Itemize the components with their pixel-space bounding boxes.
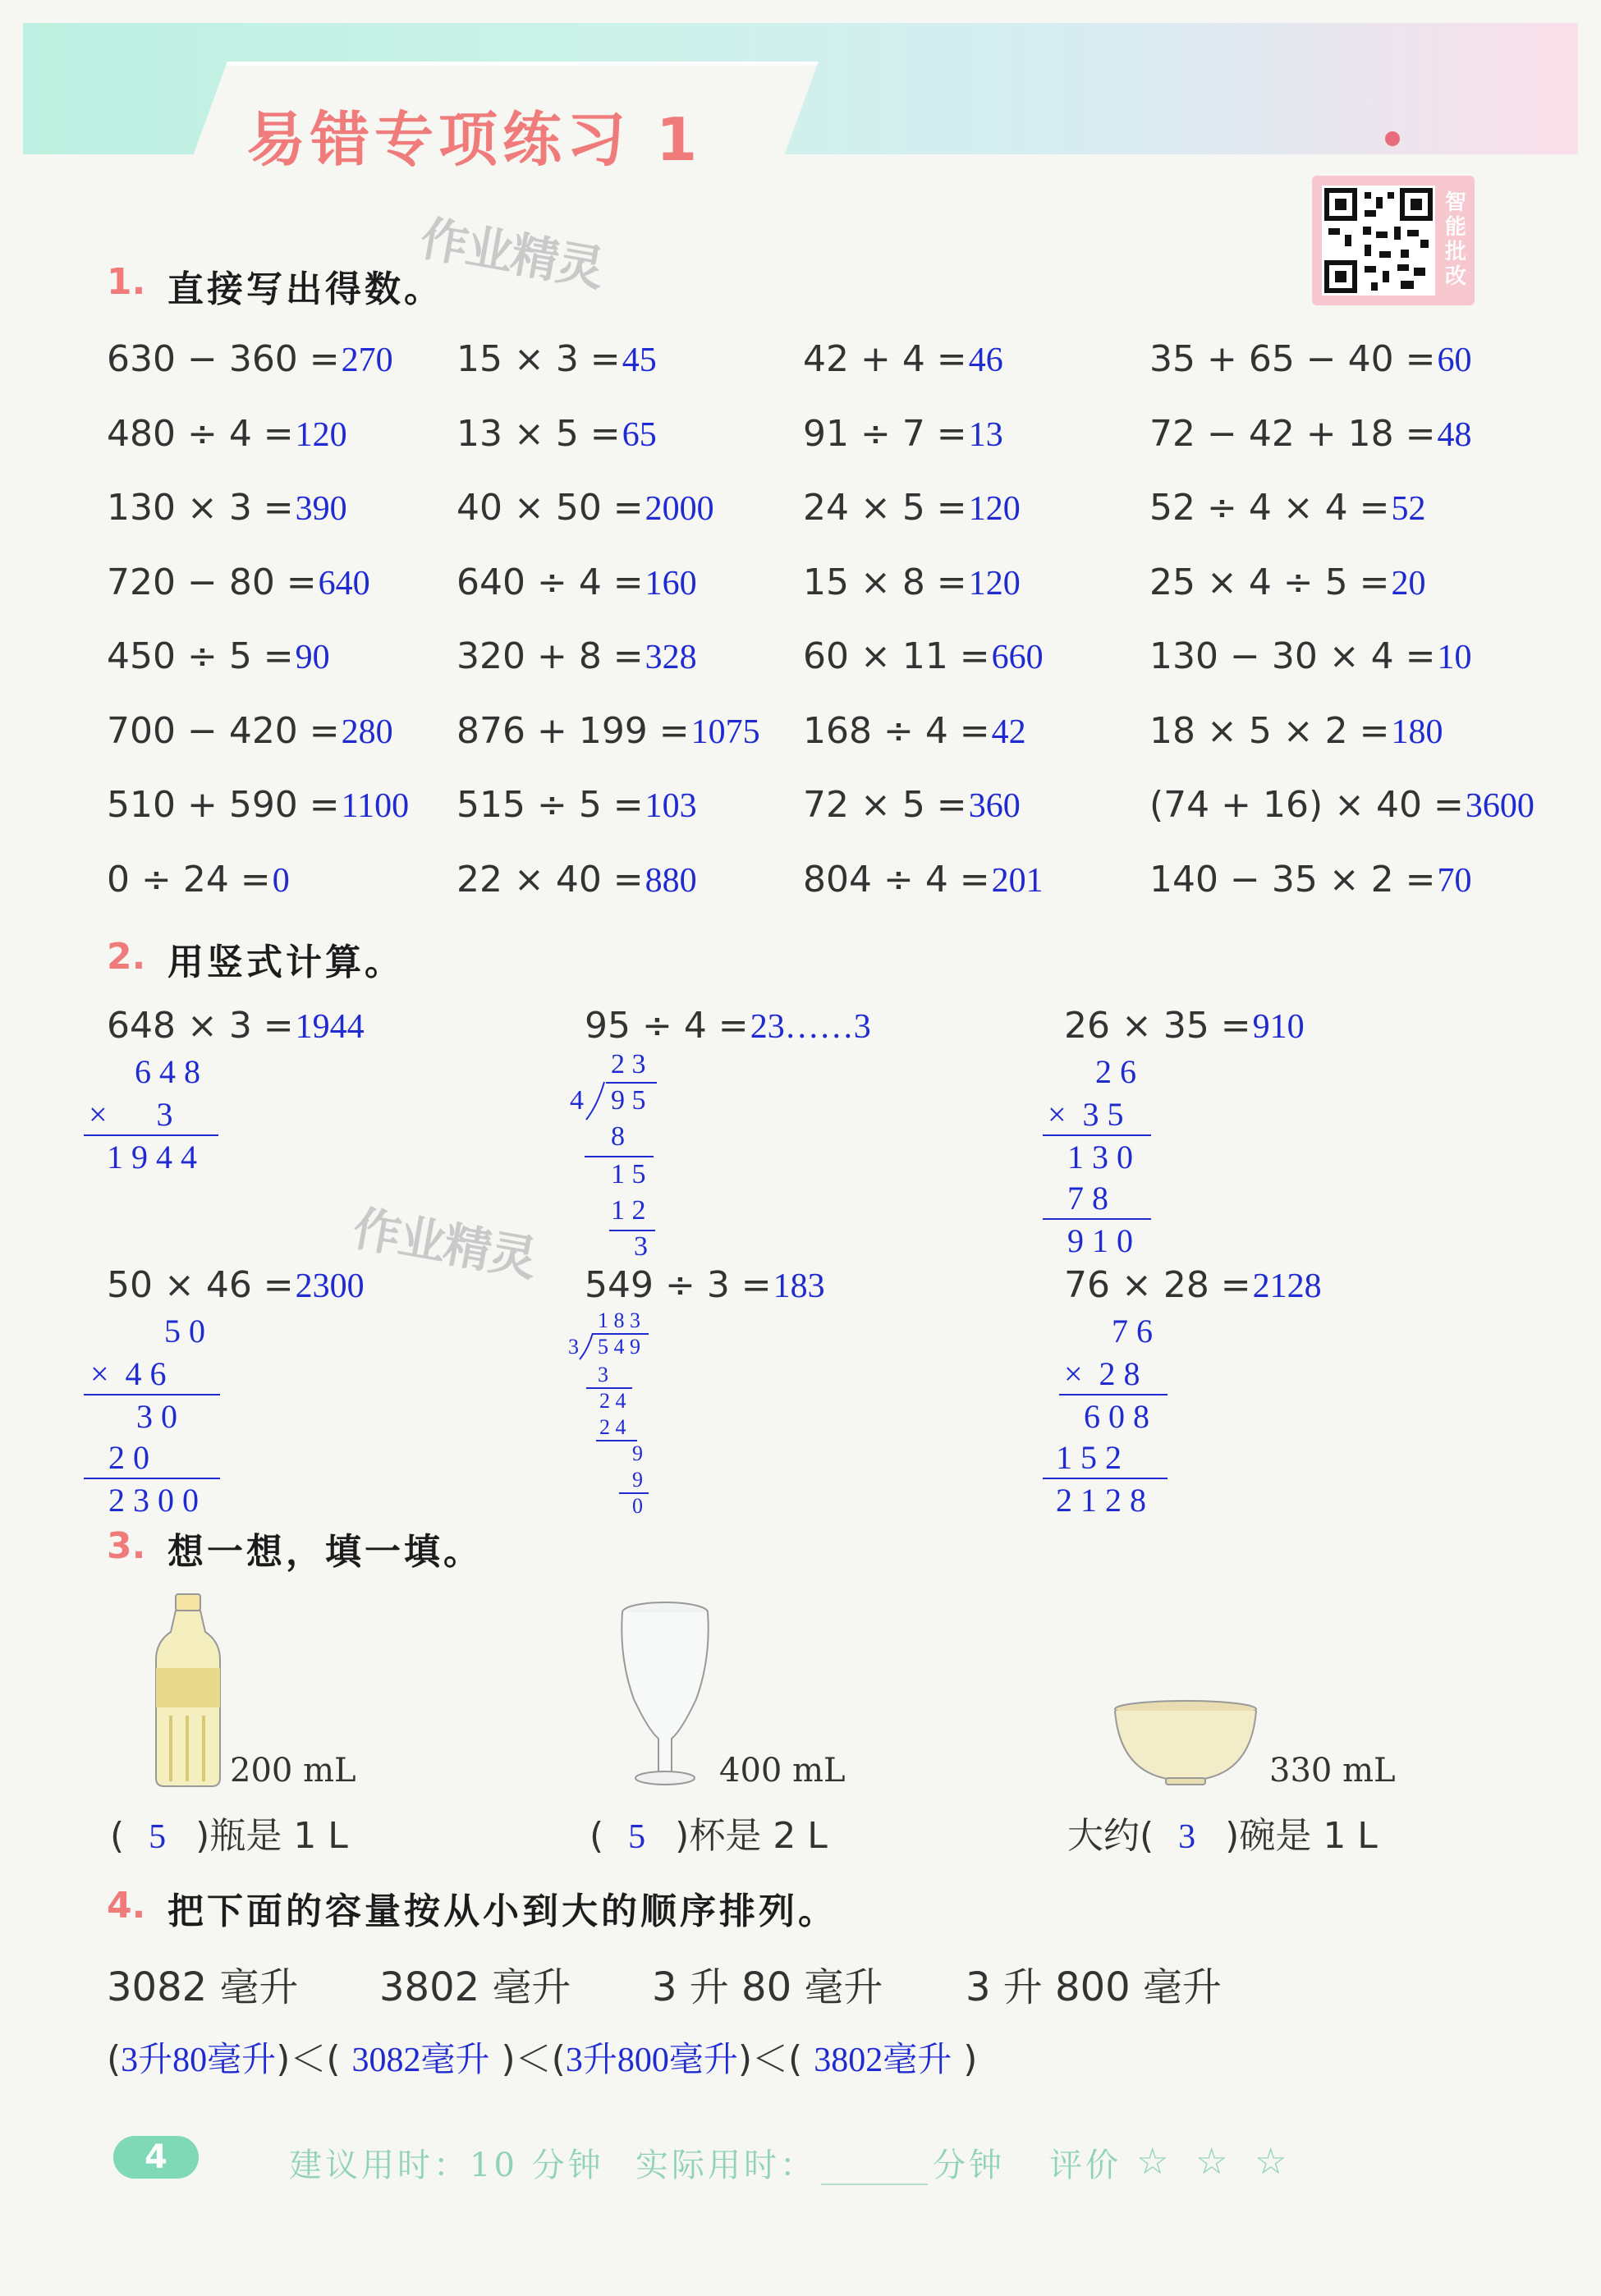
work-line: 9 [632,1441,643,1465]
equation-answer: 390 [295,490,347,528]
work-line: 3 [598,1363,608,1386]
work-line: × 3 5 [1048,1096,1124,1133]
work-line: × 3 [89,1096,173,1133]
equation-text: 450 ÷ 5 = [107,635,294,677]
question-number: 4. [107,1885,146,1927]
work-rule [1043,1218,1151,1220]
actual-time-label: 实际用时： [635,2147,816,2184]
vertical-equation: 648 × 3 =1944 [107,1005,365,1047]
q1-equation [1149,338,1472,380]
equation-text: 804 ÷ 4 = [803,859,990,901]
equation-answer: 280 [341,713,393,751]
equation-text: 42 + 4 = [803,338,967,380]
work-line: 3 0 [136,1398,177,1435]
equation-text: 130 × 3 = [107,487,294,529]
equation-text: 130 − 30 × 4 = [1149,635,1436,677]
equation-answer: 270 [341,341,393,379]
work-line: 6 0 8 [1084,1398,1149,1435]
capacity-item: 3802 毫升 [379,1964,571,2010]
equation-text: 13 × 5 = [456,413,621,455]
equation-answer: 328 [645,639,697,676]
q1-equation [456,784,697,826]
equation-answer: 180 [1391,713,1443,751]
equation-answer: 103 [645,787,697,825]
equation-text: 876 + 199 = [456,710,690,752]
equation-answer: 60 [1437,341,1472,379]
equation-text: 140 − 35 × 2 = [1149,859,1436,901]
fill-answer: ( 5 )瓶是 1 L [110,1815,348,1857]
equation-text: 480 ÷ 4 = [107,413,294,455]
fill-answer: ( 5 )杯是 2 L [589,1815,828,1857]
q1-equation [1149,635,1472,677]
work-rule [585,1156,654,1157]
equation-text: 52 ÷ 4 × 4 = [1149,487,1390,529]
watermark: 作业精灵 [415,209,608,297]
question-text: 用竖式计算。 [167,942,404,983]
rating-star-icon[interactable]: ☆ [1136,2141,1169,2183]
volume-label: 200 mL [230,1752,356,1790]
work-rule [84,1134,218,1136]
q1-equation [107,635,330,677]
page-title: 易错专项练习 1 [246,105,703,174]
q1-equation [803,561,1021,603]
q1-equation [803,338,1003,380]
q1-equation [803,635,1044,677]
equation-answer: 20 [1391,565,1426,603]
equation-answer: 65 [622,416,657,454]
q1-equation [1149,859,1472,901]
qr-side-label: 智 能 批 改 [1444,190,1466,289]
work-line: × 4 6 [90,1355,167,1392]
q1-equation [107,859,290,901]
equation-answer: 120 [968,490,1021,528]
equation-text: 60 × 11 = [803,635,990,677]
work-line: 5 4 9 [598,1335,640,1359]
q1-equation [456,413,657,455]
page-number: 4 [145,2138,167,2176]
work-line: 2 6 [1095,1053,1136,1090]
equation-answer: 70 [1437,862,1472,900]
work-line: 1 2 [611,1195,646,1226]
equation-answer: 13 [968,416,1003,454]
work-line: 1 3 0 [1067,1139,1133,1175]
work-line: 1 8 3 [598,1308,640,1332]
work-rule [84,1394,220,1395]
equation-answer: 360 [968,787,1021,825]
equation-answer: 42 [991,713,1026,751]
equation-answer: 2000 [645,490,714,528]
actual-time-blank[interactable] [821,2184,928,2185]
work-line: 7 8 [1067,1180,1108,1217]
work-rule [1043,1134,1151,1136]
equation-text: 91 ÷ 7 = [803,413,967,455]
vertical-equation: 95 ÷ 4 =23……3 [585,1005,871,1047]
equation-answer: 1075 [690,713,760,751]
q1-equation [107,561,370,603]
q1-equation [107,710,393,752]
q1-equation [1149,710,1443,752]
bottle-icon [148,1593,230,1790]
q1-equation [456,487,714,529]
q1-equation [1149,487,1426,529]
q1-equation [107,413,347,455]
work-line: 4 [570,1085,584,1116]
time-unit: 分钟 [933,2147,1005,2184]
work-rule [606,1082,657,1084]
work-line: 5 0 [164,1313,205,1350]
work-line: 2 4 [599,1415,626,1439]
equation-text: 168 ÷ 4 = [803,710,990,752]
bowl-icon [1112,1699,1259,1790]
equation-answer: 0 [272,862,290,900]
volume-label: 330 mL [1269,1752,1396,1790]
equation-answer: 10 [1437,639,1472,676]
work-line: 9 5 [611,1085,646,1116]
equation-text: 24 × 5 = [803,487,967,529]
work-line: 2 4 [599,1389,626,1413]
q1-equation [456,561,697,603]
equation-answer: 120 [295,416,347,454]
question-text: 想一想，填一填。 [167,1531,483,1573]
equation-text: (74 + 16) × 40 = [1149,784,1464,826]
q1-equation [1149,784,1534,826]
fill-answer: 大约( 3 )碗是 1 L [1067,1815,1378,1857]
work-line: 2 3 [611,1049,646,1079]
equation-answer: 46 [968,341,1003,379]
q1-equation [803,487,1021,529]
work-line: 2 0 [108,1439,149,1476]
equation-text: 72 × 5 = [803,784,967,826]
work-rule [1043,1478,1167,1479]
equation-text: 640 ÷ 4 = [456,561,644,603]
question-text: 把下面的容量按从小到大的顺序排列。 [167,1890,837,1932]
equation-answer: 201 [991,862,1044,900]
equation-text: 320 + 8 = [456,635,644,677]
equation-text: 510 + 590 = [107,784,340,826]
equation-text: 72 − 42 + 18 = [1149,413,1436,455]
work-line: 9 1 0 [1067,1222,1133,1259]
work-rule [1059,1394,1167,1395]
work-line: 3 [634,1231,648,1262]
equation-answer: 52 [1391,490,1426,528]
work-line: 0 [632,1494,643,1518]
equation-text: 720 − 80 = [107,561,317,603]
q1-equation [803,710,1026,752]
equation-answer: 1100 [341,787,410,825]
question-number: 2. [107,936,146,978]
q1-equation [456,338,657,380]
equation-answer: 640 [318,565,370,603]
vertical-equation: 50 × 46 =2300 [107,1264,365,1306]
qr-code-icon[interactable] [1322,186,1435,296]
q1-equation [107,784,409,826]
question-text: 直接写出得数。 [167,268,443,310]
q1-equation [456,635,697,677]
work-line: 7 6 [1112,1313,1153,1350]
equation-text: 15 × 3 = [456,338,621,380]
equation-text: 25 × 4 ÷ 5 = [1149,561,1390,603]
q1-equation [456,710,760,752]
q1-equation [803,413,1003,455]
equation-answer: 90 [295,639,330,676]
volume-label: 400 mL [719,1752,846,1790]
watermark: 作业精灵 [348,1199,540,1287]
capacity-item: 3 升 80 毫升 [652,1964,883,2010]
work-line: 6 4 8 [135,1053,200,1090]
work-rule [596,1440,637,1441]
q1-equation [107,487,347,529]
equation-answer: 880 [645,862,697,900]
work-line: 8 [611,1121,625,1152]
work-rule [609,1230,655,1231]
work-line: 3 [568,1335,579,1359]
equation-answer: 45 [622,341,657,379]
equation-answer: 160 [645,565,697,603]
glass-icon [616,1601,714,1790]
equation-text: 18 × 5 × 2 = [1149,710,1390,752]
work-line: 2 3 0 0 [108,1482,199,1519]
q1-equation [456,859,697,901]
q1-equation [803,859,1044,901]
work-line: 1 9 4 4 [107,1139,197,1175]
vertical-equation: 76 × 28 =2128 [1064,1264,1322,1306]
equation-text: 630 − 360 = [107,338,340,380]
equation-text: 40 × 50 = [456,487,644,529]
q1-equation [107,338,393,380]
division-bracket [583,1080,606,1121]
equation-text: 515 ÷ 5 = [456,784,644,826]
equation-text: 15 × 8 = [803,561,967,603]
work-line: 9 [632,1468,643,1492]
capacity-item: 3 升 800 毫升 [966,1964,1222,2010]
division-bracket [578,1331,594,1361]
work-line: × 2 8 [1064,1355,1140,1392]
equation-text: 700 − 420 = [107,710,340,752]
equation-answer: 660 [991,639,1044,676]
rating-star-icon[interactable]: ☆ [1255,2141,1287,2183]
q1-equation [803,784,1021,826]
question-number: 1. [107,261,146,303]
q1-equation [1149,413,1472,455]
order-answer: (3升80毫升)＜( 3082毫升 )＜(3升800毫升)＜( 3802毫升 ) [107,2038,978,2080]
work-rule [84,1478,220,1479]
equation-answer: 48 [1437,416,1472,454]
equation-text: 0 ÷ 24 = [107,859,271,901]
rating-label: 评价 [1049,2147,1122,2184]
equation-text: 35 + 65 − 40 = [1149,338,1436,380]
work-line: 1 5 2 [1056,1439,1122,1476]
rating-star-icon[interactable]: ☆ [1195,2141,1228,2183]
equation-text: 22 × 40 = [456,859,644,901]
equation-answer: 120 [968,565,1021,603]
qr-pin [1385,131,1400,146]
equation-answer: 3600 [1465,787,1534,825]
suggested-time: 建议用时：10 分钟 [289,2147,604,2184]
work-line: 2 1 2 8 [1056,1482,1146,1519]
question-number: 3. [107,1525,146,1567]
work-line: 1 5 [611,1159,646,1189]
vertical-equation: 549 ÷ 3 =183 [585,1264,825,1306]
q1-equation [1149,561,1426,603]
vertical-equation: 26 × 35 =910 [1064,1005,1305,1047]
capacity-item: 3082 毫升 [107,1964,299,2010]
